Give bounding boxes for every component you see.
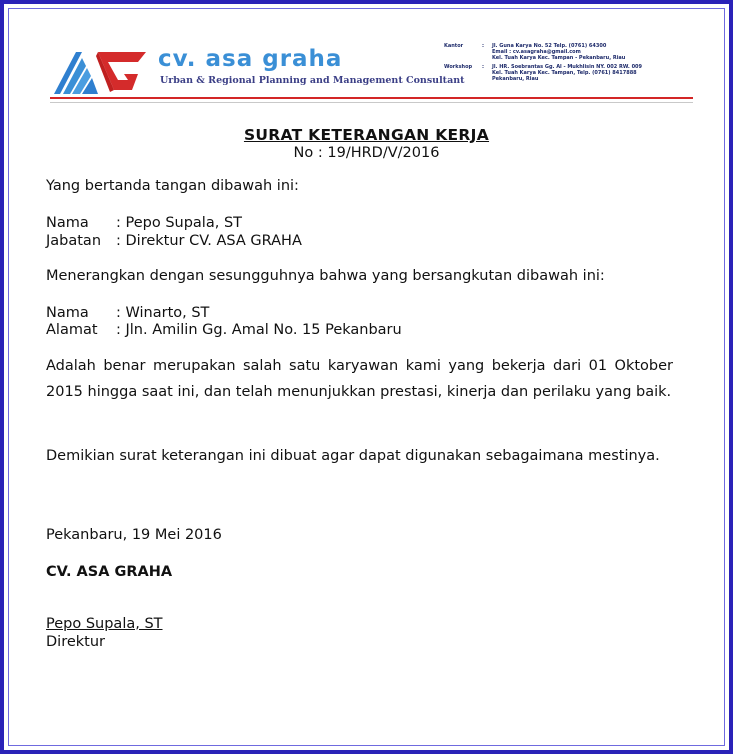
company-logo-icon — [52, 46, 148, 96]
body-paragraph: Adalah benar merupakan salah satu karyawan kami yang bekerja dari 01 Oktober 2015 hingga saat ini, dan telah menunjukkan prestasi, kinerja dan perilaku yang baik. — [46, 358, 673, 400]
signer-position-label: Jabatan — [46, 233, 102, 249]
letterhead — [46, 38, 696, 102]
company-signoff: CV. ASA GRAHA — [46, 564, 173, 580]
company-tagline: Urban & Regional Planning and Management Consultant — [160, 75, 465, 86]
employee-name-label: Nama — [46, 305, 89, 321]
statement-text: Menerangkan dengan sesungguhnya bahwa yang bersangkutan dibawah ini: — [46, 268, 605, 284]
letter-number: No : 19/HRD/V/2016 — [293, 145, 440, 161]
office-line: Email : cv.asagraha@gmail.com — [492, 49, 581, 56]
letterhead-divider-red — [50, 97, 693, 99]
office-address: Kantor : Jl. Guna Karya No. 52 Telp. (0761) 64300 Email : cv.asagraha@gmail.com Kel. Tuah Karya Kec. Tampan - Pekanbaru, Riau — [444, 43, 694, 62]
workshop-line: Jl. HR. Soebrantas Gg. Al - Mukhlisin NY. 002 RW. 009 — [492, 63, 642, 70]
letter-title: SURAT KETERANGAN KERJA — [243, 126, 490, 144]
workshop-address: Workshop : Jl. HR. Soebrantas Gg. Al - Mukhlisin NY. 002 RW. 009 Kel. Tuah Karya Kec. Tampan, Telp. (0761) 8417888 Pekanbaru, Riau — [444, 64, 694, 83]
employee-name-row — [46, 305, 209, 321]
employee-address-label: Alamat — [46, 322, 98, 338]
signer-position-row — [46, 233, 302, 249]
signatory-name: Pepo Supala, ST — [46, 616, 163, 632]
office-label: Kantor — [444, 43, 464, 49]
workshop-label: Workshop — [444, 63, 473, 70]
place-date: Pekanbaru, 19 Mei 2016 — [46, 527, 222, 543]
employee-address-row — [46, 322, 402, 338]
office-line: Kel. Tuah Karya Kec. Tampan - Pekanbaru, Riau — [492, 55, 626, 62]
signatory-title: Direktur — [46, 634, 105, 650]
office-line: Jl. Guna Karya No. 52 Telp. (0761) 64300 — [492, 43, 607, 49]
signer-name-value: : Pepo Supala, ST — [116, 215, 243, 231]
signer-name-row — [46, 215, 242, 231]
signer-position-value: : Direktur CV. ASA GRAHA — [116, 233, 302, 249]
employee-name-value: : Winarto, ST — [116, 305, 210, 321]
workshop-line: Kel. Tuah Karya Kec. Tampan, Telp. (0761) 8417888 — [492, 69, 637, 76]
contact-block — [444, 43, 694, 82]
signer-name-label: Nama — [46, 215, 89, 231]
closing-paragraph: Demikian surat keterangan ini dibuat agar dapat digunakan sebagaimana mestinya. — [46, 448, 660, 464]
employee-address-value: : Jln. Amilin Gg. Amal No. 15 Pekanbaru — [116, 322, 402, 338]
intro-text: Yang bertanda tangan dibawah ini: — [46, 178, 299, 194]
company-name: cv. asa graha — [158, 46, 343, 72]
workshop-line: Pekanbaru, Riau — [492, 76, 539, 83]
letterhead-divider-gray — [50, 102, 693, 103]
